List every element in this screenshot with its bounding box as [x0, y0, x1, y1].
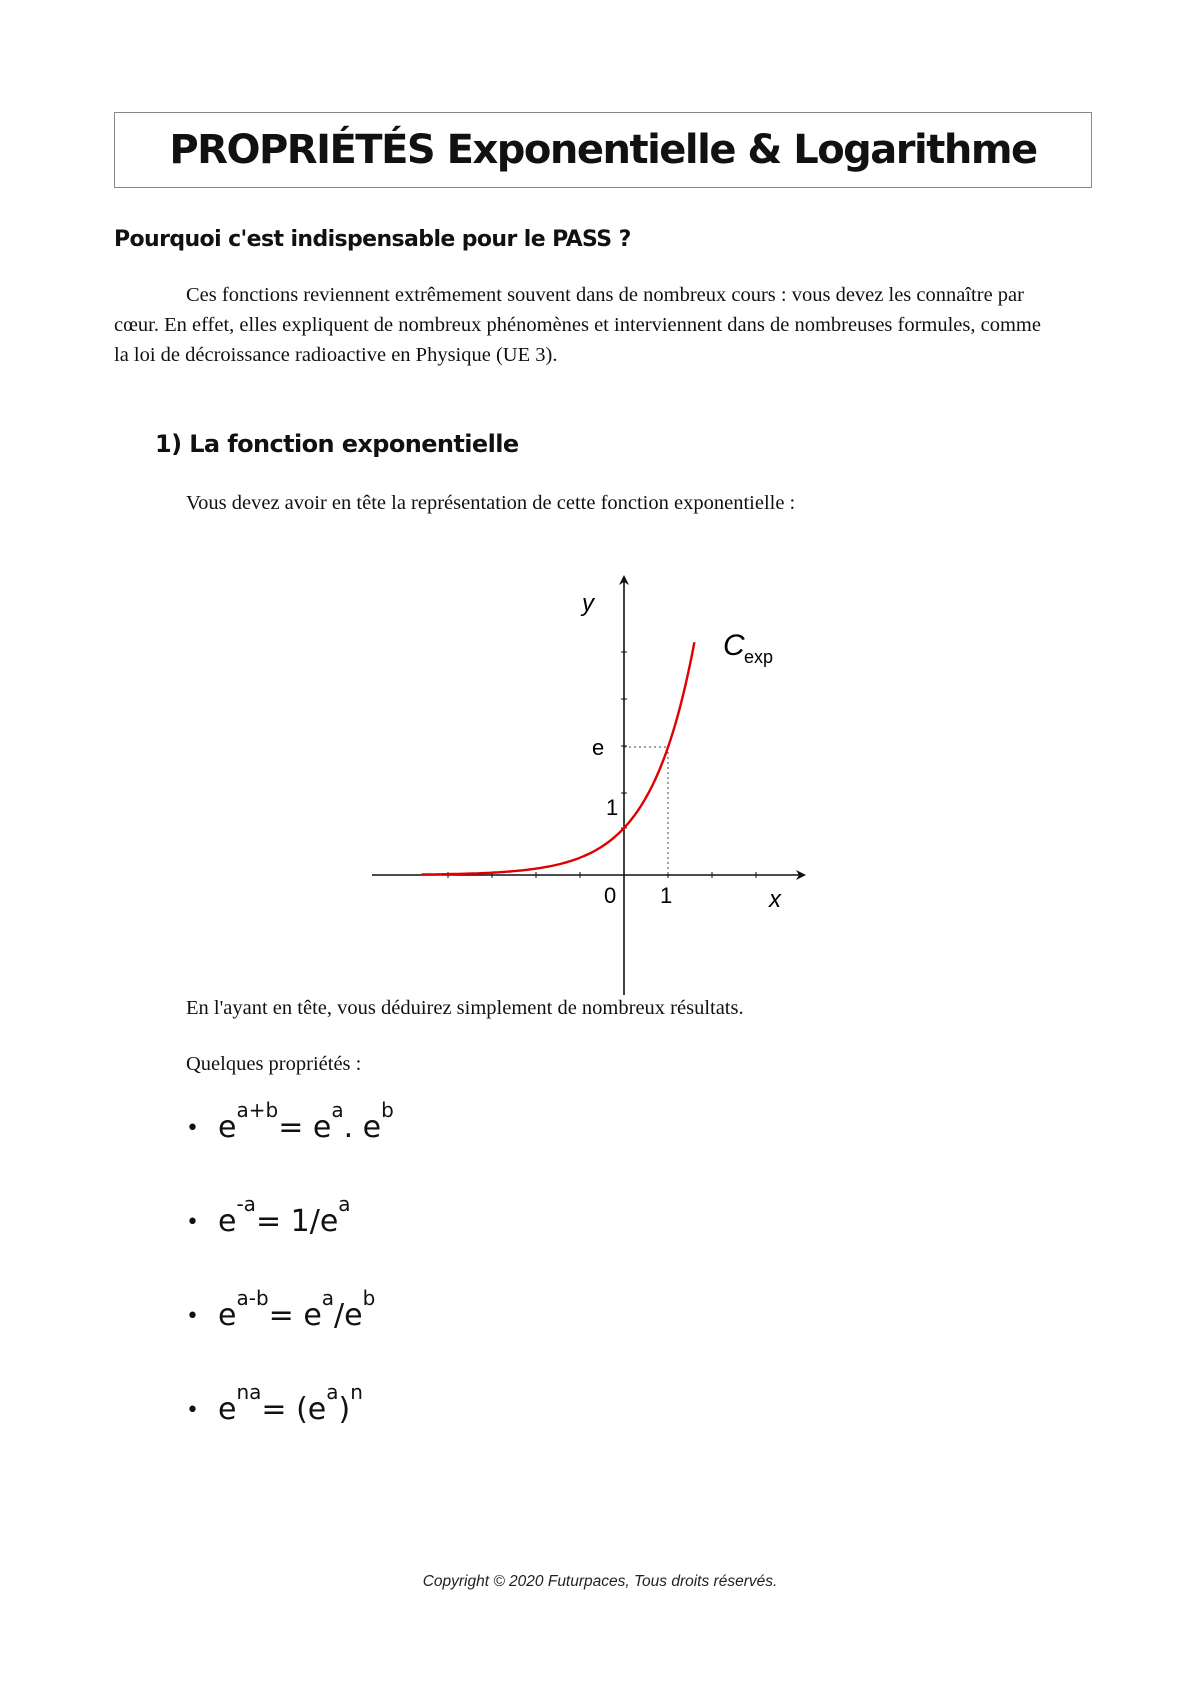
tick-label-1-y: 1: [606, 795, 619, 820]
tick-label-e: e: [592, 735, 605, 760]
bullet-icon: •: [186, 1116, 199, 1141]
properties-label: Quelques propriétés :: [186, 1053, 362, 1075]
property-item: • e a+b = e a . e b: [186, 1098, 394, 1145]
property-item: • e na = (e a ) n: [186, 1380, 363, 1427]
x-axis-label: x: [769, 886, 781, 913]
bullet-icon: •: [186, 1210, 199, 1235]
section-heading-exponential: 1) La fonction exponentielle: [155, 430, 519, 458]
title-box: [114, 112, 1092, 188]
exp-curve: [422, 642, 695, 874]
page-title: PROPRIÉTÉS Exponentielle & Logarithme: [169, 127, 1037, 173]
section-heading-why: Pourquoi c'est indispensable pour le PASS ?: [114, 227, 631, 252]
curve-label: C: [723, 629, 745, 662]
copyright-footer: Copyright © 2020 Futurpaces, Tous droits réservés.: [422, 1573, 778, 1590]
curve-label-sub: exp: [744, 647, 774, 667]
properties-list: [186, 1098, 394, 1486]
property-item: • e a-b = e a /e b: [186, 1286, 376, 1333]
tick-label-0: 0: [604, 883, 617, 908]
y-axis-label: y: [582, 590, 594, 617]
property-item: • e -a = 1/e a: [186, 1192, 351, 1239]
bullet-icon: •: [186, 1304, 199, 1329]
intro-paragraph: Ces fonctions reviennent extrêmement souvent dans de nombreux cours : vous devez les connaître par cœur. En effet, elles expliquent de nombreux phénomènes et interviennent dans de nombreuses formules, comme la loi de décroissance radioactive en Physique (UE 3).: [114, 284, 1041, 366]
tick-label-1-x: 1: [660, 883, 673, 908]
graph-intro-text: Vous devez avoir en tête la représentation de cette fonction exponentielle :: [186, 492, 796, 514]
bullet-icon: •: [186, 1398, 199, 1423]
exp-graph: [370, 565, 820, 1005]
deduce-text: En l'ayant en tête, vous déduirez simplement de nombreux résultats.: [186, 997, 744, 1019]
